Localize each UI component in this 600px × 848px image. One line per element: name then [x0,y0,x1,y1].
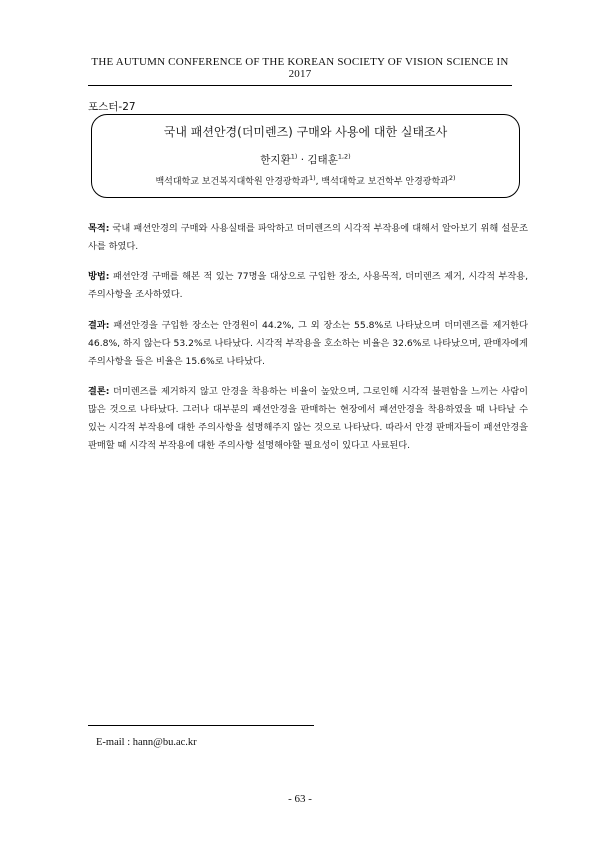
affiliation: 백석대학교 보건복지대학원 안경광학과 [155,177,309,187]
page-number: - 63 - [288,793,312,805]
conclusion-paragraph [88,383,528,455]
author-affiliation-mark: 1,2) [337,152,351,161]
conclusion-label: 결론: [88,386,110,397]
author-affiliation-mark: 1) [290,152,298,161]
affiliation: 백석대학교 보건학부 안경광학과 [321,177,449,187]
results-paragraph [88,317,528,371]
author-name: 김태훈 [307,154,338,166]
affiliation-separator: , [315,177,322,187]
purpose-text: 국내 패션안경의 구매와 사용실태를 파악하고 더미렌즈의 시각적 부작용에 대해서 알아보기 위해 설문조사를 하였다. [88,223,528,252]
purpose-label: 목적: [88,223,110,234]
purpose-paragraph [88,220,528,256]
title-box [91,114,520,198]
email-footnote: E-mail : hann@bu.ac.kr [96,737,197,748]
results-label: 결과: [88,320,110,331]
author-line [92,152,519,167]
running-header: THE AUTUMN CONFERENCE OF THE KOREAN SOCIETY OF VISION SCIENCE IN 2017 [88,56,512,86]
methods-label: 방법: [88,271,110,282]
results-text: 패션안경을 구입한 장소는 안경원이 44.2%, 그 외 장소는 55.8%로 나타났으며 더미렌즈를 제거한다 46.8%, 하지 않는다 53.2%로 나타났다. 시각적 부작용을 호소하는 비율은 32.6%로 나타났으며, 판매자에게 주의사항을 들은 비율은 15.6%로 나타났다. [88,320,528,367]
author-name: 한지환 [260,154,291,166]
methods-text: 패션안경 구매를 해본 적 있는 77명을 대상으로 구입한 장소, 사용목적, 더미렌즈 제거, 시각적 부작용, 주의사항을 조사하였다. [88,271,528,300]
footnote-divider [88,725,314,726]
affiliation-mark: 1) [309,174,316,182]
author-separator: · [297,154,308,166]
affiliation-mark: 2) [448,174,456,182]
methods-paragraph [88,268,528,304]
affiliation-line [92,174,519,187]
paper-title: 국내 패션안경(더미렌즈) 구매와 사용에 대한 실태조사 [163,125,448,139]
poster-id: 포스터-27 [88,101,136,113]
conclusion-text: 더미렌즈를 제거하지 않고 안경을 착용하는 비율이 높았으며, 그로인해 시각적 불편함을 느끼는 사람이 많은 것으로 나타났다. 그러나 대부분의 패션안경을 판매하는 현장에서 패션안경을 착용하였을 때 나타날 수 있는 시각적 부작용에 대한 주의사항을 설명해주지 않는 것으로 나타났다. 따라서 안경 판매자들이 패션안경을 판매할 때 시각적 부작용에 대한 주의사항 설명해야할 필요성이 있다고 사료된다. [88,386,528,451]
